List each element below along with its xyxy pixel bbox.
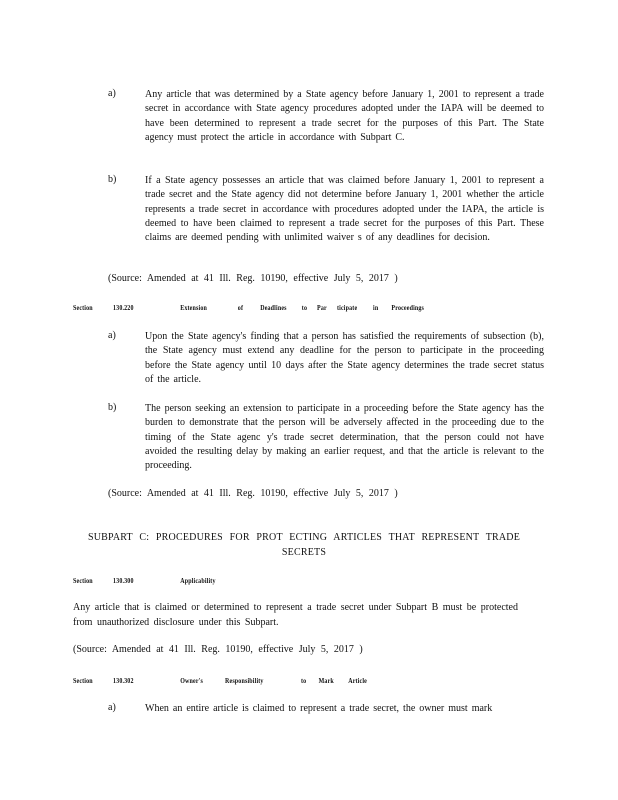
section-title-word: Owner's <box>180 676 203 685</box>
subpart-title-line: SUBPART C: PROCEDURES FOR PROT ECTING ARTICLES THAT REPRESENT TRADE <box>87 532 521 543</box>
section-number: 130.302 <box>113 676 134 685</box>
section-title-word: Extension <box>180 303 207 312</box>
item-marker: a) <box>108 702 116 713</box>
section-title-word: Responsibility <box>225 676 264 685</box>
item-marker: a) <box>108 88 116 99</box>
section-title-word: to <box>301 676 307 685</box>
subpart-c-heading <box>73 530 535 560</box>
section-title-word: of <box>237 303 244 312</box>
list-item-b <box>108 174 544 245</box>
item-marker: b) <box>108 174 117 185</box>
section-300-paragraph: Any article that is claimed or determined to represent a trade secret under Subpart B must be protected from unauthorized disclosure under this Subpart. <box>73 602 518 628</box>
section-title-word: Deadlines <box>260 303 287 312</box>
section-label: Section <box>73 576 93 585</box>
list-item-a <box>108 88 544 145</box>
section-label: Section <box>73 303 93 312</box>
item-marker: a) <box>108 330 116 341</box>
item-text: If a State agency possesses an article that was claimed before January 1, 2001 to represent a trade secret and the State agency did not determine before January 1, 2001 whether the article represents a trade secret in accordance with procedures adopted under the IAPA, the article is deemed to have been claimed to represent a trade secret for the purposes of this Part. These claims are deemed pending with unlimited waiver s of any deadlines for decision. <box>145 175 544 244</box>
section-title-word: to <box>301 303 308 312</box>
section-title-word: Par <box>317 303 327 312</box>
list-item-a <box>108 330 544 387</box>
section-title-word: ticipate <box>337 303 358 312</box>
section-label: Section <box>73 676 93 685</box>
item-marker: b) <box>108 402 117 413</box>
item-text: When an entire article is claimed to represent a trade secret, the owner must mark <box>145 703 493 714</box>
item-text: Any article that was determined by a State agency before January 1, 2001 to represent a trade secret in accordance with State agency procedures adopted under the IAPA will be deemed to have been determined to represent a trade secret for the purposes of this Part. The State agency must protect the article in accordance with Subpart C. <box>145 89 544 143</box>
subpart-title-line: SECRETS <box>281 547 327 558</box>
section-title-word: Proceedings <box>391 303 425 312</box>
source-note: (Source: Amended at 41 Ill. Reg. 10190, effective July 5, 2017 ) <box>108 488 398 499</box>
section-title-word: Mark <box>318 676 334 685</box>
item-text: The person seeking an extension to participate in a proceeding before the State agency has the burden to demonstrate that the person will be adversely affected in the proceeding due to the timing of the State agenc y's trade secret determination, that the person could not have avoided the resulting delay by making an earlier request, and that the article is relevant to the proceeding. <box>145 403 544 472</box>
source-note: (Source: Amended at 41 Ill. Reg. 10190, effective July 5, 2017 ) <box>108 273 398 284</box>
source-note: (Source: Amended at 41 Ill. Reg. 10190, effective July 5, 2017 ) <box>73 644 363 655</box>
section-number: 130.220 <box>113 303 134 312</box>
section-title-word: in <box>373 303 379 312</box>
section-number: 130.300 <box>113 576 134 585</box>
section-title-word: Applicability <box>180 576 216 585</box>
list-item-a <box>108 702 544 716</box>
item-text: Upon the State agency's finding that a person has satisfied the requirements of subsection (b), the State agency must extend any deadline for the person to participate in the proceeding before the State agency until 10 days after the State agency determines the trade secret status of the article. <box>145 331 544 385</box>
list-item-b <box>108 402 544 473</box>
section-title-word: Article <box>348 676 367 685</box>
